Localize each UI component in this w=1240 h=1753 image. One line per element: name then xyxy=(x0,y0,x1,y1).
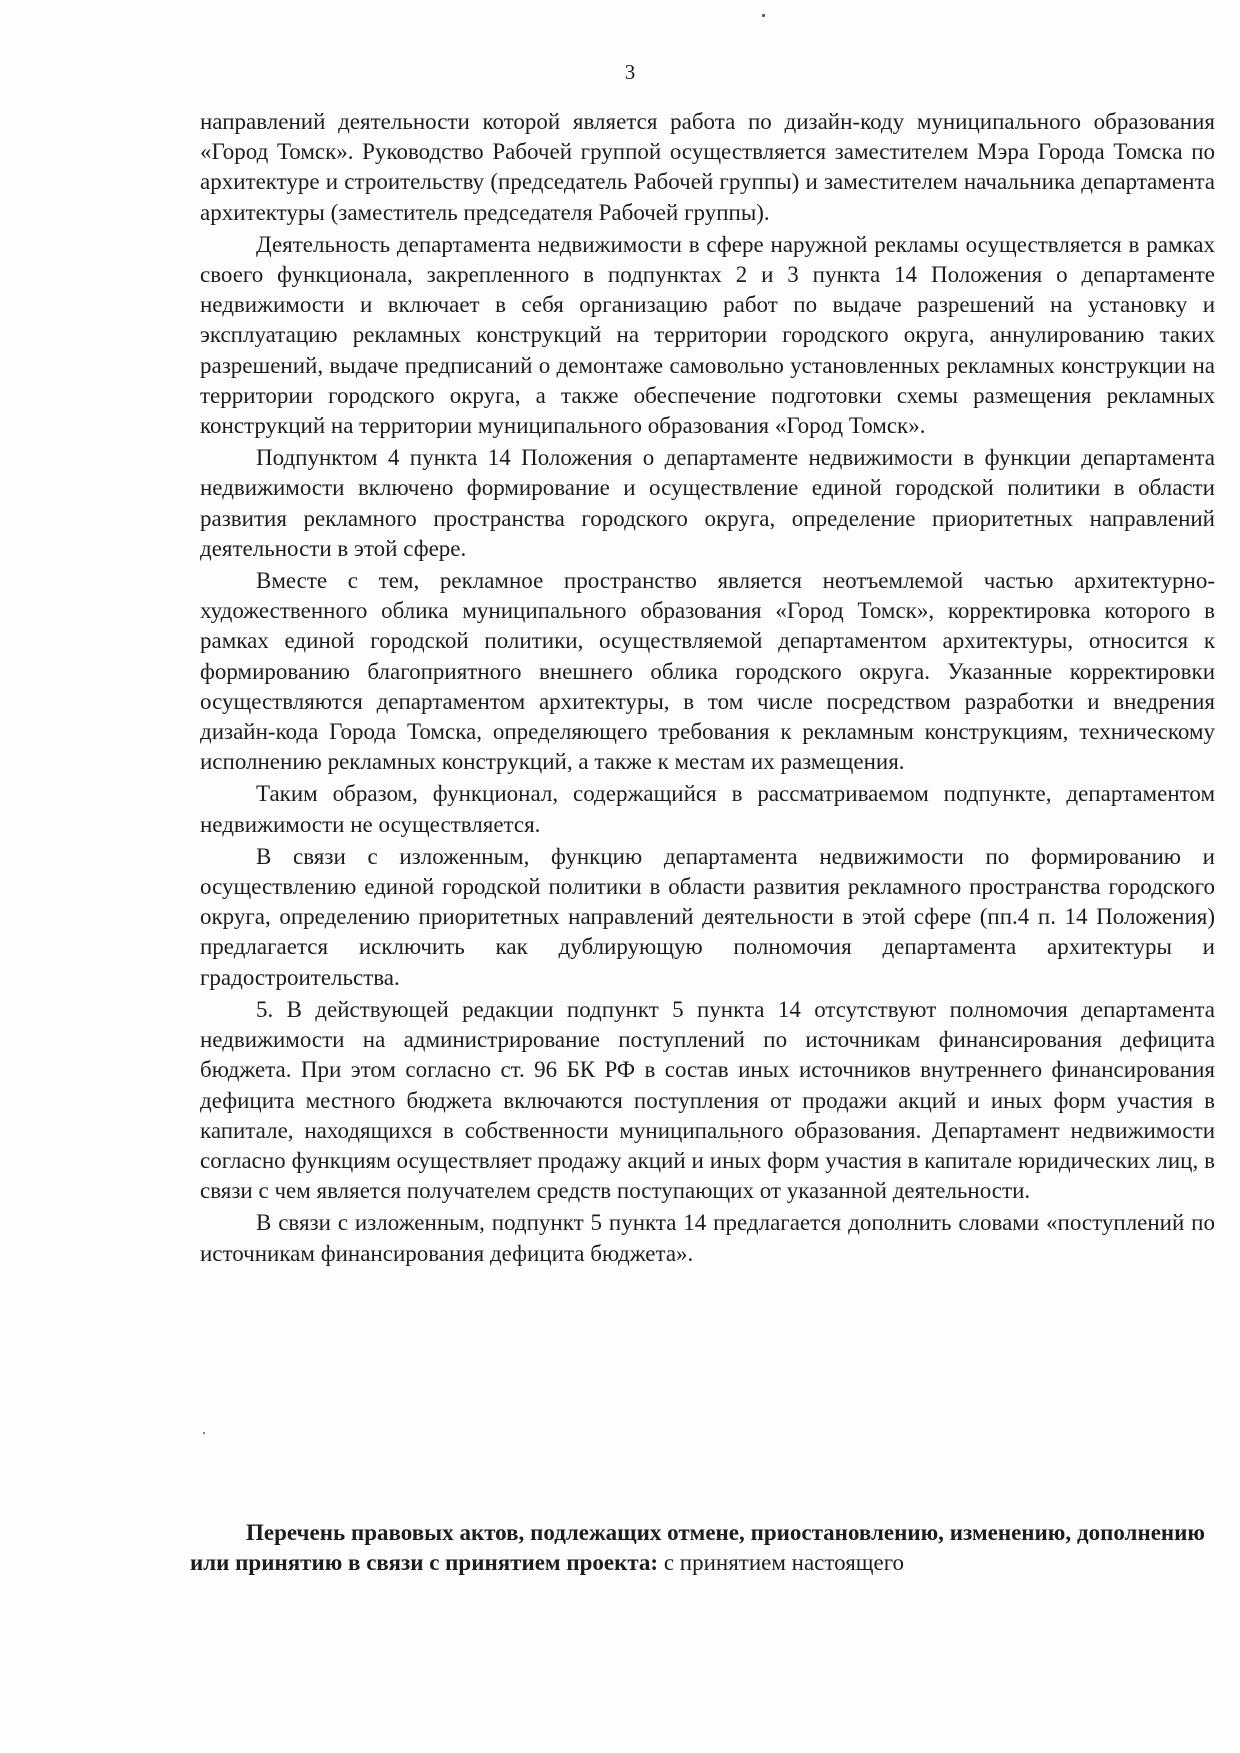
legal-acts-heading: Перечень правовых актов, подлежащих отмене, приостановлению, изменению, дополнению или принятию в связи с принятием проекта: xyxy=(190,1520,1205,1576)
body-text xyxy=(200,107,1215,1271)
paragraph: Деятельность департамента недвижимости в сфере наружной рекламы осуществляется в рамках своего функционала, закрепленного в подпунктах 2 и 3 пункта 14 Положения о департаменте недвижимости и включает в себя организацию работ по выдаче разрешений на установку и эксплуатацию рекламных конструкций на территории городского округа, аннулированию таких разрешений, выдаче предписаний о демонтаже самовольно установленных рекламных конструкции на территории городского округа, а также обеспечение подготовки схемы размещения рекламных конструкций на территории муниципального образования «Город Томск». xyxy=(200,231,1215,439)
paragraph-continuation: направлений деятельности которой является работа по дизайн-коду муниципального образования «Город Томск». Руководство Рабочей группой осуществляется заместителем Мэра Города Томска по архитектуре и строительству (председатель Рабочей группы) и заместителем начальника департамента архитектуры (заместитель председателя Рабочей группы). xyxy=(200,109,1215,225)
scan-speck xyxy=(203,1432,205,1434)
paragraph: 5. В действующей редакции подпункт 5 пункта 14 отсутствуют полномочия департамента недвижимости на администрирование поступлений по источникам финансирования дефицита бюджета. При этом согласно ст. 96 БК РФ в состав иных источников внутреннего финансирования дефицита местного бюджета включаются поступления от продажи акций и иных форм участия в капитале, находящихся в собственности муниципального образования. Департамент недвижимости согласно функциям осуществляет продажу акций и иных форм участия в капитале юридических лиц, в связи с чем является получателем средств поступающих от указанной деятельности. xyxy=(200,996,1215,1204)
paragraph: Вместе с тем, рекламное пространство является неотъемлемой частью архитектурно-художественного облика муниципального образования «Город Томск», корректировка которого в рамках единой городской политики, осуществляемой департаментом архитектуры, относится к формированию благоприятного внешнего облика городского округа. Указанные корректировки осуществляются департаментом архитектуры, в том числе посредством разработки и внедрения дизайн-кода Города Томска, определяющего требования к рекламным конструкциям, техническому исполнению рекламных конструкций, а также к местам их размещения. xyxy=(200,568,1215,775)
scan-speck xyxy=(762,14,765,17)
paragraph: В связи с изложенным, подпункт 5 пункта 14 предлагается дополнить словами «поступлений по источникам финансирования дефицита бюджета». xyxy=(200,1210,1215,1266)
paragraph: Подпунктом 4 пункта 14 Положения о департаменте недвижимости в функции департамента недвижимости включено формирование и осуществление единой городской политики в области развития рекламного пространства городского округа, определение приоритетных направлений деятельности в этой сфере. xyxy=(200,445,1215,561)
page-number: 3 xyxy=(624,60,636,84)
paragraph: Таким образом, функционал, содержащийся в рассматриваемом подпункте, департаментом недвижимости не осуществляется. xyxy=(200,781,1215,837)
legal-acts-text: с принятием настоящего xyxy=(658,1550,905,1576)
legal-acts-section xyxy=(190,1518,1205,1578)
paragraph: В связи с изложенным, функцию департамента недвижимости по формированию и осуществлению единой городской политики в области развития рекламного пространства городского округа, определению приоритетных направлений деятельности в этой сфере (пп.4 п. 14 Положения) предлагается исключить как дублирующую полномочия департамента архитектуры и градостроительства. xyxy=(200,843,1215,990)
